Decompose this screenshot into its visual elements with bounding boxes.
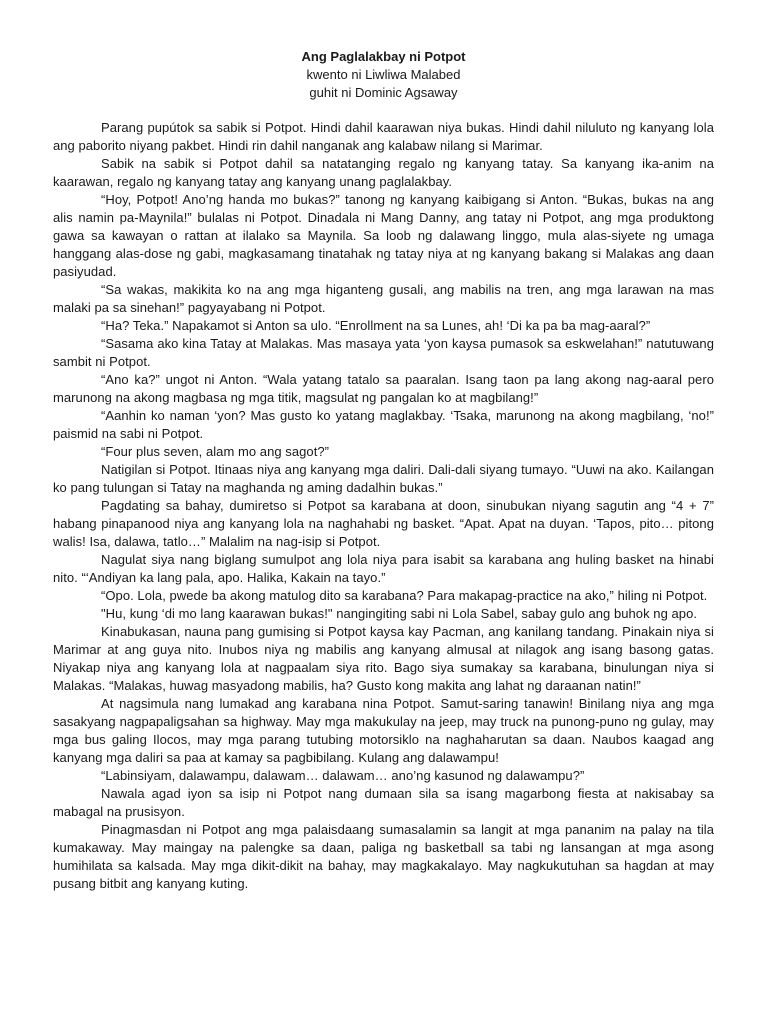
paragraph: Nagulat siya nang biglang sumulpot ang lola niya para isabit sa karabana ang huling basket na hinabi nito. “‘Andiyan ka lang pala, apo. Halika, Kakain na tayo.” <box>53 552 714 585</box>
author-line: kwento ni Liwliwa Malabed <box>306 67 461 82</box>
paragraph: “Hoy, Potpot! Ano’ng handa mo bukas?” tanong ng kanyang kaibigang si Anton. “Bukas, bukas na ang alis namin pa-Maynila!” bulalas ni Potpot. Dinadala ni Mang Danny, ang tatay ni Potpot, ang mga produktong gawa sa kawayan o rattan at ilalako sa Maynila. Sa loob ng dalawang linggo, mula alas-siyete ng umaga hanggang alas-dose ng gabi, magkasamang tinatahak ng tatay niya at ng kanyang bakang si Malakas ang daan pasiyudad. <box>53 192 714 279</box>
paragraph: “Ano ka?” ungot ni Anton. “Wala yatang tatalo sa paaralan. Isang taon pa lang akong nag-aaral pero marunong na akong magbasa ng mga titik, magsulat ng pangalan ko at magbilang!” <box>53 372 714 405</box>
paragraph: At nagsimula nang lumakad ang karabana nina Potpot. Samut-saring tanawin! Binilang niya ang mga sasakyang nagpapaligsahan sa highway. May mga makukulay na jeep, may truck na punong-puno ng gulay, may mga bus galing Ilocos, may mga parang tutubing motorsiklo na naghaharutan sa daan. Naubos kaagad ang kanyang mga daliri sa paa at kamay sa pagbibilang. Kulang ang dalawampu! <box>53 696 714 765</box>
paragraph: “Ha? Teka.” Napakamot si Anton sa ulo. “Enrollment na sa Lunes, ah! ‘Di ka pa ba mag-aaral?” <box>101 318 651 333</box>
paragraph: Nawala agad iyon sa isip ni Potpot nang dumaan sila sa isang magarbong fiesta at nakisabay sa mabagal na prusisyon. <box>53 786 714 819</box>
story-title: Ang Paglalakbay ni Potpot <box>301 49 466 64</box>
paragraph: “Sa wakas, makikita ko na ang mga higanteng gusali, ang mabilis na tren, ang mga larawan na mas malaki pa sa sinehan!” pagyayabang ni Potpot. <box>53 282 714 315</box>
paragraph: Pinagmasdan ni Potpot ang mga palaisdaang sumasalamin sa langit at mga pananim na palay na tila kumakaway. May maingay na palengke sa daan, paliga ng basketball sa tabi ng lansangan at mga asong humihilata sa kalsada. May mga dikit-dikit na bahay, may magkakalayo. May nagkukutuhan sa hagdan at may pusang bitbit ang kanyang kuting. <box>53 822 714 891</box>
paragraph: “Sasama ako kina Tatay at Malakas. Mas masaya yata ‘yon kaysa pumasok sa eskwelahan!” natutuwang sambit ni Potpot. <box>53 336 714 369</box>
paragraph: Parang pupútok sa sabik si Potpot. Hindi dahil kaarawan niya bukas. Hindi dahil niluluto ng kanyang lola ang paborito niyang pakbet. Hindi rin dahil nanganak ang kalabaw nilang si Marimar. <box>53 120 714 153</box>
paragraph: Natigilan si Potpot. Itinaas niya ang kanyang mga daliri. Dali-dali siyang tumayo. “Uuwi na ako. Kailangan ko pang tulungan si Tatay na maghanda ng aming dadalhin bukas.” <box>53 462 714 495</box>
paragraph: Pagdating sa bahay, dumiretso si Potpot sa karabana at doon, sinubukan niyang sagutin ang “4 + 7” habang pinapanood niya ang kanyang lola na naghahabi ng basket. “Apat. Apat na duyan. ‘Tapos, pito… pitong walis! Isa, dalawa, tatlo…” Malalim na nag-isip si Potpot. <box>53 498 714 549</box>
paragraph: “Aanhin ko naman ‘yon? Mas gusto ko yatang maglakbay. ‘Tsaka, marunong na akong magbilang, ‘no!” paismid na sabi ni Potpot. <box>53 408 714 441</box>
paragraph: "Hu, kung ‘di mo lang kaarawan bukas!" nangingiting sabi ni Lola Sabel, sabay gulo ang buhok ng apo. <box>101 606 698 621</box>
story-body <box>53 119 714 893</box>
paragraph: “Opo. Lola, pwede ba akong matulog dito sa karabana? Para makapag-practice na ako,” hiling ni Potpot. <box>101 588 708 603</box>
illustrator-line: guhit ni Dominic Agsaway <box>309 85 458 100</box>
paragraph: “Four plus seven, alam mo ang sagot?” <box>101 444 330 459</box>
paragraph: “Labinsiyam, dalawampu, dalawam… dalawam… ano’ng kasunod ng dalawampu?” <box>101 768 585 783</box>
paragraph: Sabik na sabik si Potpot dahil sa natatanging regalo ng kanyang tatay. Sa kanyang ika-anim na kaarawan, regalo ng kanyang tatay ang kanyang unang paglalakbay. <box>53 156 714 189</box>
paragraph: Kinabukasan, nauna pang gumising si Potpot kaysa kay Pacman, ang kanilang tandang. Pinakain niya si Marimar at ang guya nito. Inubos niya ng mabilis ang kanyang almusal at nilagok ang isang basong gatas. Niyakap niya ang kanyang lola at nagpaalam siya rito. Bago siya sumakay sa karabana, binulungan niya si Malakas. “Malakas, huwag masyadong mabilis, ha? Gusto kong makita ang lahat ng daraanan natin!” <box>53 624 714 693</box>
